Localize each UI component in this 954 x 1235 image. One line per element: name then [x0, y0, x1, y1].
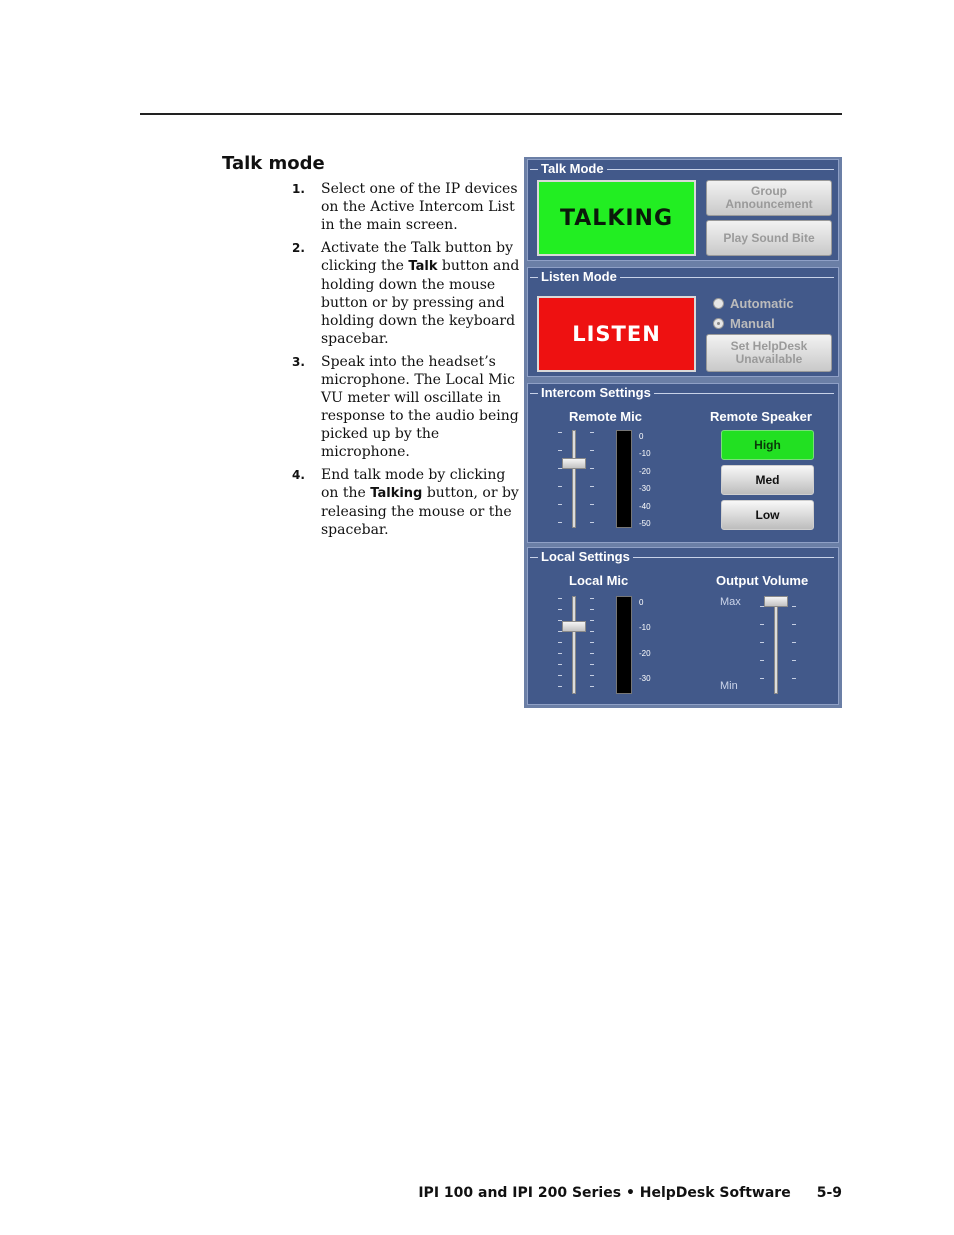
- talking-button[interactable]: TALKING: [537, 180, 696, 256]
- radio-selected-icon: [713, 318, 724, 329]
- slider-tick: [792, 642, 796, 643]
- listen-mode-group: [527, 267, 839, 377]
- talk-mode-group: [527, 159, 839, 261]
- slider-tick: [590, 609, 594, 610]
- automatic-radio[interactable]: [713, 296, 794, 311]
- slider-tick: [590, 642, 594, 643]
- meter-label: -20: [639, 467, 651, 476]
- local-settings-group: [527, 547, 839, 705]
- remote-mic-label: Remote Mic: [569, 409, 642, 424]
- step-text: Speak into the headset’s microphone. The Local Mic VU meter will oscillate in response to the audio being picked up by the microphone.: [321, 354, 519, 460]
- step-keyword: Talk: [408, 259, 438, 274]
- step-text: button and holding down the mouse button or by pressing and holding down the keyboard spacebar.: [321, 258, 520, 347]
- slider-tick: [792, 624, 796, 625]
- slider-tick: [558, 642, 562, 643]
- slider-tick: [558, 686, 562, 687]
- intercom-settings-title: Intercom Settings: [538, 385, 654, 400]
- slider-tick: [760, 660, 764, 661]
- group-announcement-button[interactable]: Group Announcement: [706, 180, 832, 216]
- min-label: Min: [720, 680, 738, 692]
- remote-mic-vu-meter: [616, 430, 632, 528]
- slider-tick: [590, 486, 594, 487]
- header-rule: [140, 113, 842, 115]
- slider-tick: [760, 624, 764, 625]
- output-volume-label: Output Volume: [716, 573, 809, 588]
- slider-tick: [590, 653, 594, 654]
- slider-tick: [590, 468, 594, 469]
- talk-mode-title: Talk Mode: [538, 161, 607, 176]
- radio-icon: [713, 298, 724, 309]
- step-item: [292, 353, 520, 461]
- meter-label: 0: [639, 432, 644, 441]
- footer-series: IPI 100 and IPI 200 Series • HelpDesk Software: [418, 1185, 791, 1201]
- slider-tick: [558, 522, 562, 523]
- remote-mic-slider-thumb[interactable]: [562, 458, 586, 469]
- remote-mic-slider-track[interactable]: [572, 430, 576, 528]
- local-mic-slider-track[interactable]: [572, 596, 576, 694]
- slider-tick: [590, 686, 594, 687]
- slider-tick: [558, 620, 562, 621]
- slider-tick: [558, 450, 562, 451]
- slider-tick: [590, 522, 594, 523]
- output-volume-slider-thumb[interactable]: [764, 596, 788, 607]
- slider-tick: [558, 609, 562, 610]
- slider-tick: [590, 504, 594, 505]
- slider-tick: [590, 598, 594, 599]
- page-footer: [400, 1185, 842, 1201]
- slider-tick: [760, 642, 764, 643]
- set-helpdesk-unavailable-button[interactable]: Set HelpDesk Unavailable: [706, 334, 832, 372]
- listen-button[interactable]: LISTEN: [537, 296, 696, 372]
- step-keyword: Talking: [370, 486, 423, 501]
- step-item: [292, 180, 520, 234]
- slider-tick: [792, 660, 796, 661]
- step-text: button, or by releasing the mouse or the spacebar.: [321, 485, 519, 538]
- slider-tick: [760, 606, 764, 607]
- step-number: 4.: [292, 468, 305, 482]
- listen-mode-title: Listen Mode: [538, 269, 620, 284]
- step-item: [292, 466, 520, 539]
- slider-tick: [558, 432, 562, 433]
- slider-tick: [558, 631, 562, 632]
- slider-tick: [558, 486, 562, 487]
- meter-label: -10: [639, 449, 651, 458]
- slider-tick: [590, 675, 594, 676]
- speaker-high-button[interactable]: High: [721, 430, 814, 460]
- automatic-label: Automatic: [730, 296, 794, 311]
- step-number: 3.: [292, 355, 305, 369]
- meter-label: -40: [639, 502, 651, 511]
- slider-tick: [760, 678, 764, 679]
- play-sound-bite-button[interactable]: Play Sound Bite: [706, 220, 832, 256]
- slider-tick: [590, 620, 594, 621]
- step-number: 2.: [292, 241, 305, 255]
- meter-label: -50: [639, 519, 651, 528]
- manual-label: Manual: [730, 316, 775, 331]
- max-label: Max: [720, 596, 741, 608]
- section-heading: Talk mode: [222, 153, 325, 174]
- helpdesk-panel-screenshot: [524, 157, 842, 708]
- meter-label: -10: [639, 623, 651, 632]
- slider-tick: [590, 432, 594, 433]
- speaker-low-button[interactable]: Low: [721, 500, 814, 530]
- slider-tick: [590, 631, 594, 632]
- speaker-med-button[interactable]: Med: [721, 465, 814, 495]
- slider-tick: [558, 675, 562, 676]
- intercom-settings-group: [527, 383, 839, 543]
- steps-list: [292, 180, 520, 544]
- meter-label: 0: [639, 598, 644, 607]
- slider-tick: [792, 606, 796, 607]
- local-mic-slider-thumb[interactable]: [562, 621, 586, 632]
- meter-label: -30: [639, 484, 651, 493]
- slider-tick: [590, 450, 594, 451]
- slider-tick: [558, 504, 562, 505]
- slider-tick: [792, 678, 796, 679]
- local-mic-label: Local Mic: [569, 573, 629, 588]
- local-mic-vu-meter: [616, 596, 632, 694]
- slider-tick: [558, 598, 562, 599]
- slider-tick: [590, 664, 594, 665]
- meter-label: -30: [639, 674, 651, 683]
- step-text: Select one of the IP devices on the Active Intercom List in the main screen.: [321, 181, 518, 233]
- output-volume-slider-track[interactable]: [774, 596, 778, 694]
- step-number: 1.: [292, 182, 305, 196]
- page-number: 5-9: [816, 1185, 842, 1201]
- local-settings-title: Local Settings: [538, 549, 633, 564]
- meter-label: -20: [639, 649, 651, 658]
- step-text: End talk mode by clicking on the: [321, 467, 506, 501]
- slider-tick: [558, 468, 562, 469]
- remote-speaker-label: Remote Speaker: [710, 409, 812, 424]
- slider-tick: [558, 653, 562, 654]
- slider-tick: [558, 664, 562, 665]
- manual-radio[interactable]: [713, 316, 775, 331]
- step-text: Activate the Talk button by clicking the: [321, 240, 514, 274]
- step-item: [292, 239, 520, 348]
